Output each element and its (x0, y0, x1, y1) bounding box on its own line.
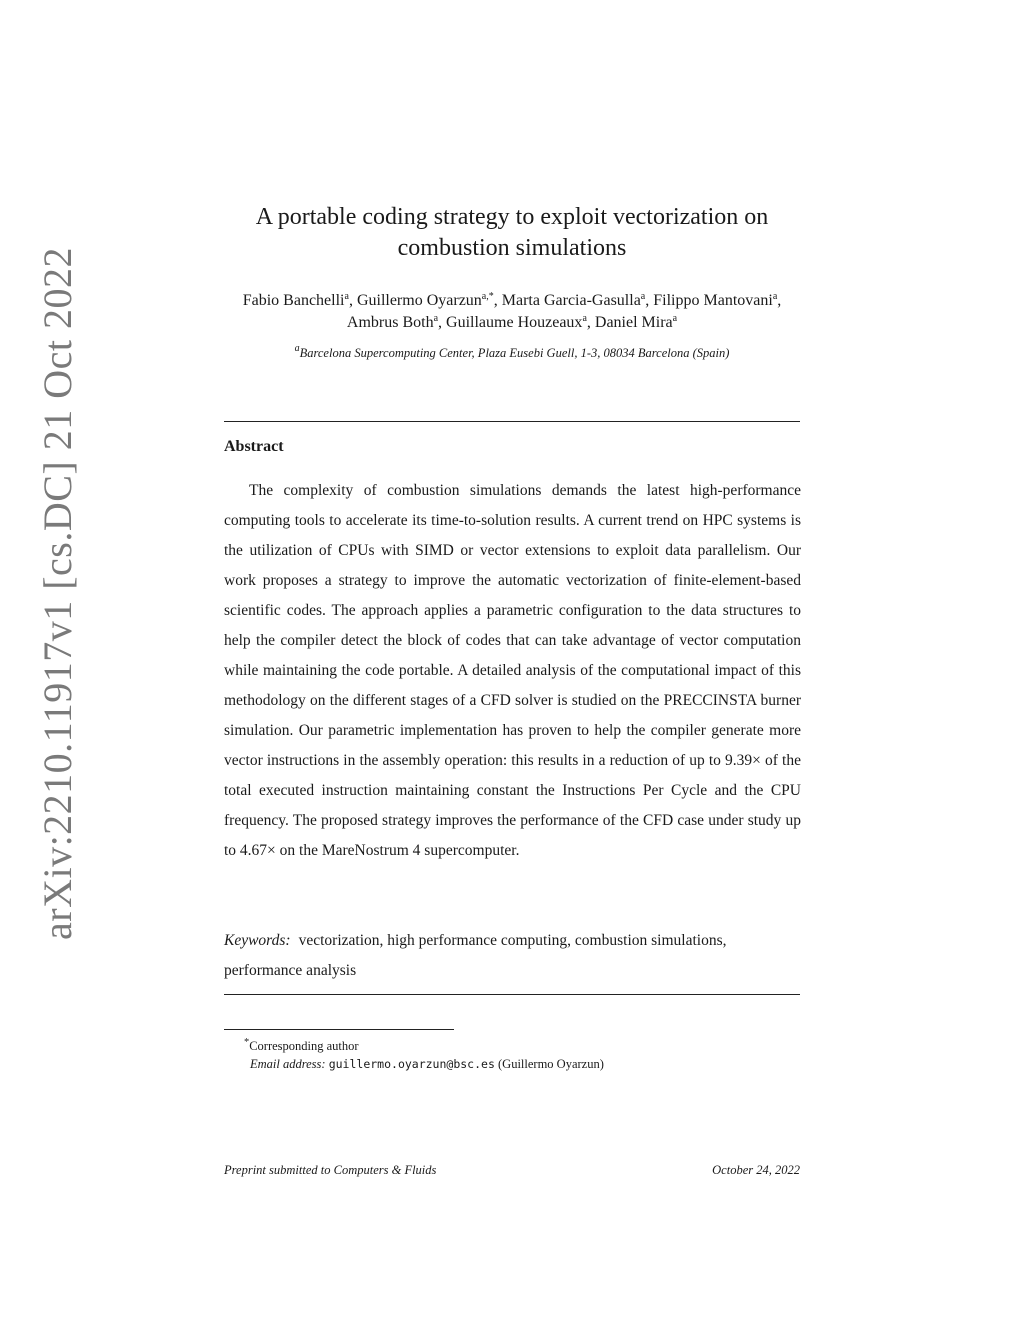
affiliation (200, 343, 824, 361)
abstract-top-rule (224, 421, 800, 422)
paper-title (200, 202, 824, 264)
keywords-label: Keywords: (224, 932, 291, 949)
keywords-text: vectorization, high performance computing, combustion simulations, performance analysis (224, 932, 727, 979)
affiliation-mark: a (294, 343, 300, 354)
title-line: combustion simulations (397, 235, 627, 261)
corresponding-author-note (224, 1034, 604, 1055)
author-affil-mark: a (772, 291, 778, 302)
abstract-bottom-rule (224, 994, 800, 995)
author-name: Daniel Mira (594, 314, 673, 331)
corresponding-mark: * (244, 1037, 250, 1048)
email-address[interactable]: guillermo.oyarzun@bsc.es (328, 1057, 495, 1072)
author-affil-mark: a (433, 313, 439, 324)
author-name: Guillermo Oyarzun (356, 292, 482, 309)
email-owner: (Guillermo Oyarzun) (498, 1057, 604, 1072)
footer-submission: Preprint submitted to Computers & Fluids (224, 1163, 437, 1177)
author-affil-mark: a (582, 313, 587, 324)
footer-date: October 24, 2022 (712, 1163, 800, 1177)
author-affil-mark: a,* (481, 291, 494, 302)
arxiv-identifier: arXiv:2210.11917v1 [cs.DC] 21 Oct 2022 (35, 247, 80, 940)
author-name: Marta Garcia-Gasulla (501, 292, 641, 309)
footnotes (224, 1034, 604, 1073)
author-name: Guillaume Houzeaux (446, 314, 583, 331)
author-name: Filippo Mantovani (653, 292, 773, 309)
title-line: A portable coding strategy to exploit vectorization on (255, 204, 769, 230)
abstract-body: The complexity of combustion simulations demands the latest high-performance computing tools to accelerate its time-to-solution results. A current trend on HPC systems is the utilization of CPUs with SIMD or vector extensions to exploit data parallelism. Our work proposes a strategy to improve the automatic vectorization of finite-element-based scientific codes. The approach applies a parametric configuration to the data structures to help the compiler detect the block of codes that can take advantage of vector computation while maintaining the code portable. A detailed analysis of the computational impact of this methodology on the different stages of a CFD solver is studied on the PRECCINSTA burner simulation. Our parametric implementation has proven to help the compiler generate more vector instructions in the assembly operation: this results in a reduction of up to 9.39× of the total executed instruction maintaining constant the Instructions Per Cycle and the CPU frequency. The proposed strategy improves the performance of the CFD case under study up to 4.67× on the MareNostrum 4 supercomputer. (224, 482, 801, 859)
corresponding-text: Corresponding author (249, 1039, 359, 1054)
footnote-rule (224, 1029, 454, 1030)
abstract-heading: Abstract (224, 438, 284, 455)
affiliation-text: Barcelona Supercomputing Center, Plaza Eusebi Guell, 1-3, 08034 Barcelona (Spain) (299, 346, 730, 360)
author-affil-mark: a (640, 291, 646, 302)
author-affil-mark: a (344, 291, 349, 302)
author-name: Ambrus Both (346, 314, 434, 331)
author-list: Fabio Banchelli$^a$, Guillermo Oyarzun$^{a,*}$, Marta Garcia-Gasulla$^a$, Filippo Mantovani$^a$, Ambrus Both$^a$, Guillaume Houzeaux$^a$, Daniel Mira$^a$ (242, 291, 782, 331)
author-affil-mark: a (672, 313, 678, 324)
author-name: Fabio Banchelli (242, 292, 345, 309)
email-note (224, 1055, 604, 1073)
email-label: Email address: (250, 1057, 326, 1072)
keywords (224, 926, 744, 986)
